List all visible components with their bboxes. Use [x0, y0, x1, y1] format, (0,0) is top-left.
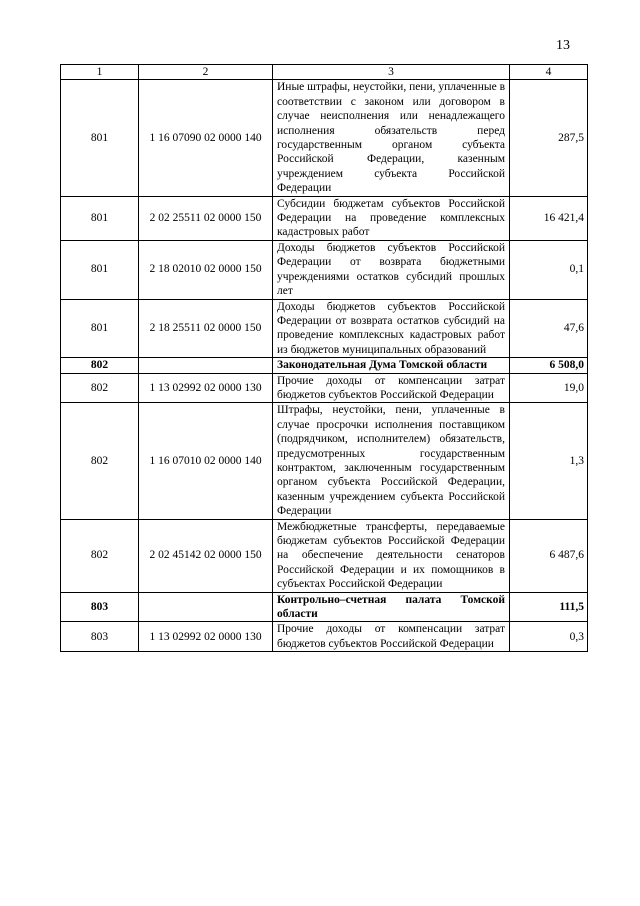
amount-cell: 287,5	[510, 80, 588, 196]
table-row	[61, 622, 588, 652]
admin-code-cell: 803	[61, 622, 139, 652]
budget-revenue-table	[60, 64, 588, 652]
budget-code-cell: 1 13 02992 02 0000 130	[139, 622, 273, 652]
section-total-row	[61, 358, 588, 373]
amount-cell: 1,3	[510, 403, 588, 519]
header-col-2: 2	[139, 65, 273, 80]
admin-code-cell: 802	[61, 358, 139, 373]
table-row	[61, 240, 588, 299]
amount-cell: 19,0	[510, 373, 588, 403]
admin-code-cell: 801	[61, 299, 139, 358]
budget-code-cell: 1 16 07010 02 0000 140	[139, 403, 273, 519]
admin-code-cell: 801	[61, 80, 139, 196]
table-header-row	[61, 65, 588, 80]
page-number: 13	[556, 38, 570, 53]
table-row	[61, 80, 588, 196]
admin-code-cell: 801	[61, 196, 139, 240]
revenue-name-cell: Иные штрафы, неустойки, пени, уплаченные в соответствии с законом или договором в случае неисполнения или ненадлежащего исполнения обязательств перед государственным органом субъекта Российской Федерации, казенным учреждением субъекта Российской Федерации	[273, 80, 510, 196]
amount-cell: 6 487,6	[510, 519, 588, 592]
revenue-name-cell: Доходы бюджетов субъектов Российской Федерации от возврата бюджетными учреждениями остатков субсидий прошлых лет	[273, 240, 510, 299]
table-row	[61, 373, 588, 403]
budget-code-cell: 1 13 02992 02 0000 130	[139, 373, 273, 403]
revenue-name-cell: Штрафы, неустойки, пени, уплаченные в случае просрочки исполнения поставщиком (подрядчиком, исполнителем) обязательств, предусмотренных государственным контрактом, заключенным государственным органом субъекта Российской Федерации, казенным учреждением субъекта Российской Федерации	[273, 403, 510, 519]
budget-code-cell	[139, 358, 273, 373]
budget-code-cell: 2 02 25511 02 0000 150	[139, 196, 273, 240]
amount-cell: 0,3	[510, 622, 588, 652]
budget-code-cell: 1 16 07090 02 0000 140	[139, 80, 273, 196]
budget-code-cell	[139, 592, 273, 622]
revenue-name-cell: Прочие доходы от компенсации затрат бюджетов субъектов Российской Федерации	[273, 373, 510, 403]
section-total-row	[61, 592, 588, 622]
admin-code-cell: 803	[61, 592, 139, 622]
revenue-name-cell: Межбюджетные трансферты, передаваемые бюджетам субъектов Российской Федерации на обеспечение деятельности сенаторов Российской Федерации и их помощников в субъектах Российской Федерации	[273, 519, 510, 592]
table-row	[61, 196, 588, 240]
admin-code-cell: 802	[61, 403, 139, 519]
budget-code-cell: 2 18 25511 02 0000 150	[139, 299, 273, 358]
amount-cell: 47,6	[510, 299, 588, 358]
admin-code-cell: 801	[61, 240, 139, 299]
administrator-name-cell: Законодательная Дума Томской области	[273, 358, 510, 373]
budget-code-cell: 2 02 45142 02 0000 150	[139, 519, 273, 592]
admin-code-cell: 802	[61, 373, 139, 403]
amount-cell: 6 508,0	[510, 358, 588, 373]
revenue-name-cell: Субсидии бюджетам субъектов Российской Федерации на проведение комплексных кадастровых работ	[273, 196, 510, 240]
revenue-name-cell: Прочие доходы от компенсации затрат бюджетов субъектов Российской Федерации	[273, 622, 510, 652]
table-row	[61, 519, 588, 592]
amount-cell: 111,5	[510, 592, 588, 622]
amount-cell: 16 421,4	[510, 196, 588, 240]
table-row	[61, 403, 588, 519]
header-col-1: 1	[61, 65, 139, 80]
admin-code-cell: 802	[61, 519, 139, 592]
header-col-3: 3	[273, 65, 510, 80]
header-col-4: 4	[510, 65, 588, 80]
table-row	[61, 299, 588, 358]
budget-code-cell: 2 18 02010 02 0000 150	[139, 240, 273, 299]
administrator-name-cell: Контрольно–счетная палата Томской области	[273, 592, 510, 622]
amount-cell: 0,1	[510, 240, 588, 299]
revenue-name-cell: Доходы бюджетов субъектов Российской Федерации от возврата остатков субсидий на проведение комплексных кадастровых работ из бюджетов муниципальных образований	[273, 299, 510, 358]
